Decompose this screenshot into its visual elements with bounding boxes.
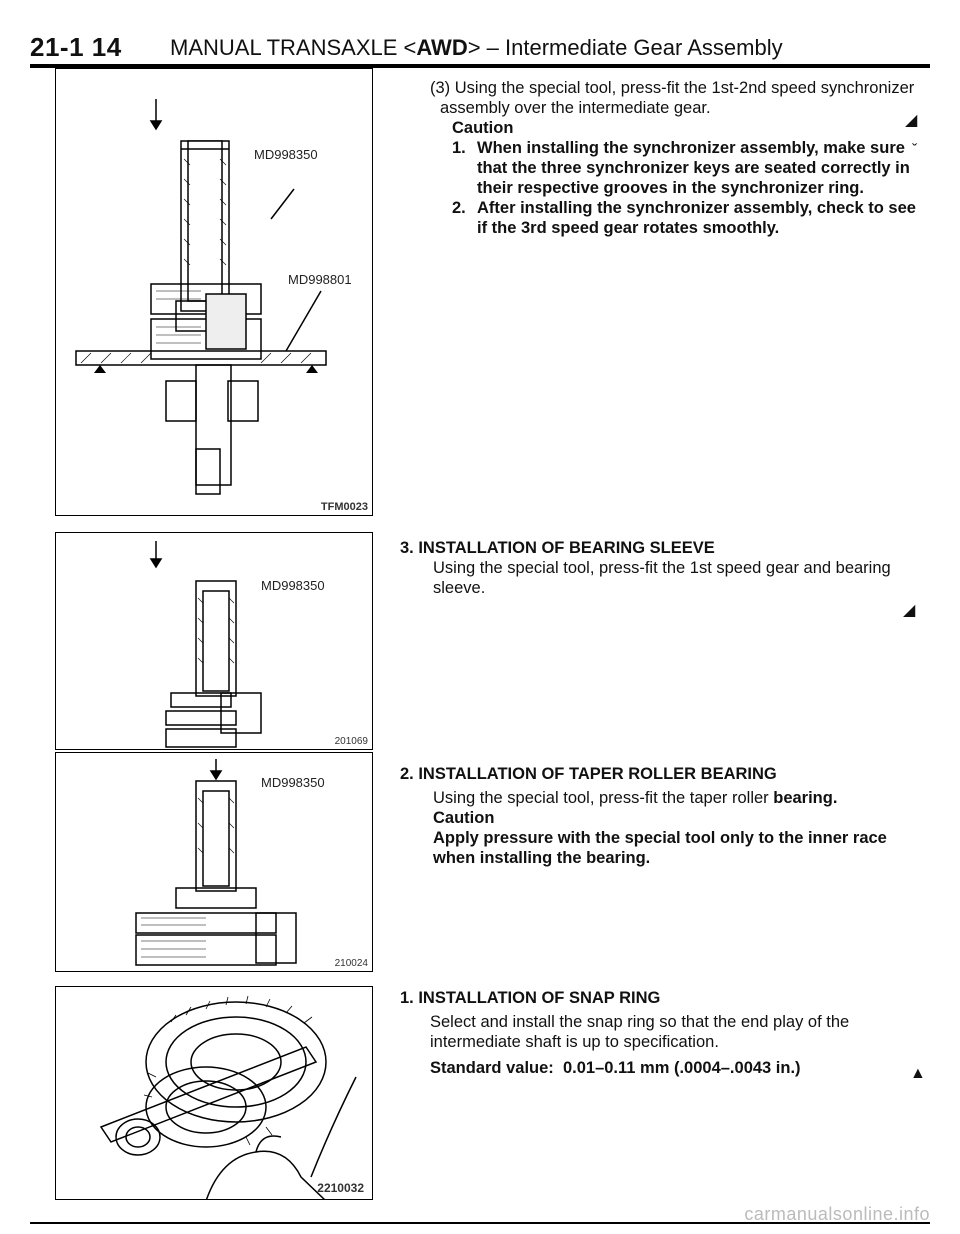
section-heading: 2. INSTALLATION OF TAPER ROLLER BEARING [400,765,777,783]
page-number: 21-1 14 [30,32,122,62]
caution-item: 2. After installing the synchronizer assembly, check to see if the 3rd speed gear rotates smoothly. [452,199,916,237]
section-snap-ring [400,988,930,1078]
sync-caution-list [400,138,930,238]
figure-2-drawing [56,533,373,750]
tool-label-md998350: MD998350 [254,147,318,162]
sync-caution-label: Caution [452,119,514,137]
standard-value: Standard value: 0.01–0.11 mm (.0004–.0043 in.) [430,1059,801,1077]
section-body: Using the special tool, press-fit the 1st speed gear and bearing sleeve. [433,559,891,597]
taper-caution-label: Caution [433,809,495,827]
section-heading: 3. INSTALLATION OF BEARING SLEEVE [400,539,715,557]
figure-3-drawing [56,753,373,972]
figure-code: TFM0023 [320,501,368,513]
figure-synchronizer-install [55,68,373,516]
section-body: Using the special tool, press-fit the taper roller bearing. [433,789,838,807]
section-body: Select and install the snap ring so that the end play of the intermediate shaft is up to specification. [430,1013,850,1051]
figure-code: 210024 [334,958,368,969]
figure-code: 2210032 [317,1181,364,1195]
page-header [30,28,930,68]
margin-mark: ˇ [912,142,918,159]
tool-label-md998350: MD998350 [261,578,325,593]
section-synchronizer [400,78,930,238]
caution-item: 1. When installing the synchronizer assembly, make sure that the three synchronizer keys are seated correctly in their respective grooves in the synchronizer ring. [452,139,910,197]
section-heading: 1. INSTALLATION OF SNAP RING [400,989,661,1007]
section-taper-bearing [400,764,930,868]
footer-watermark: carmanualsonline.info [744,1204,930,1224]
margin-mark: ◢ [905,112,918,129]
taper-caution-text: Apply pressure with the special tool only to the inner race when installing the bearing. [433,829,887,867]
margin-mark: ◢ [903,602,916,619]
figure-bearing-sleeve-install [55,532,373,750]
tool-label-md998350: MD998350 [261,775,325,790]
page-title: MANUAL TRANSAXLE <AWD> – Intermediate Gear Assembly [170,35,783,60]
figure-snap-ring-check [55,986,373,1200]
section-bearing-sleeve [400,538,930,598]
margin-mark: ▲ [910,1065,926,1082]
sync-intro: (3) Using the special tool, press-fit the 1st-2nd speed synchronizer assembly over the intermediate gear. [430,79,915,117]
figure-4-drawing [56,987,373,1200]
figure-code: 201069 [334,736,368,747]
figure-1-drawing [56,69,373,516]
tool-label-md998801: MD998801 [288,272,352,287]
figure-taper-bearing-install [55,752,373,972]
